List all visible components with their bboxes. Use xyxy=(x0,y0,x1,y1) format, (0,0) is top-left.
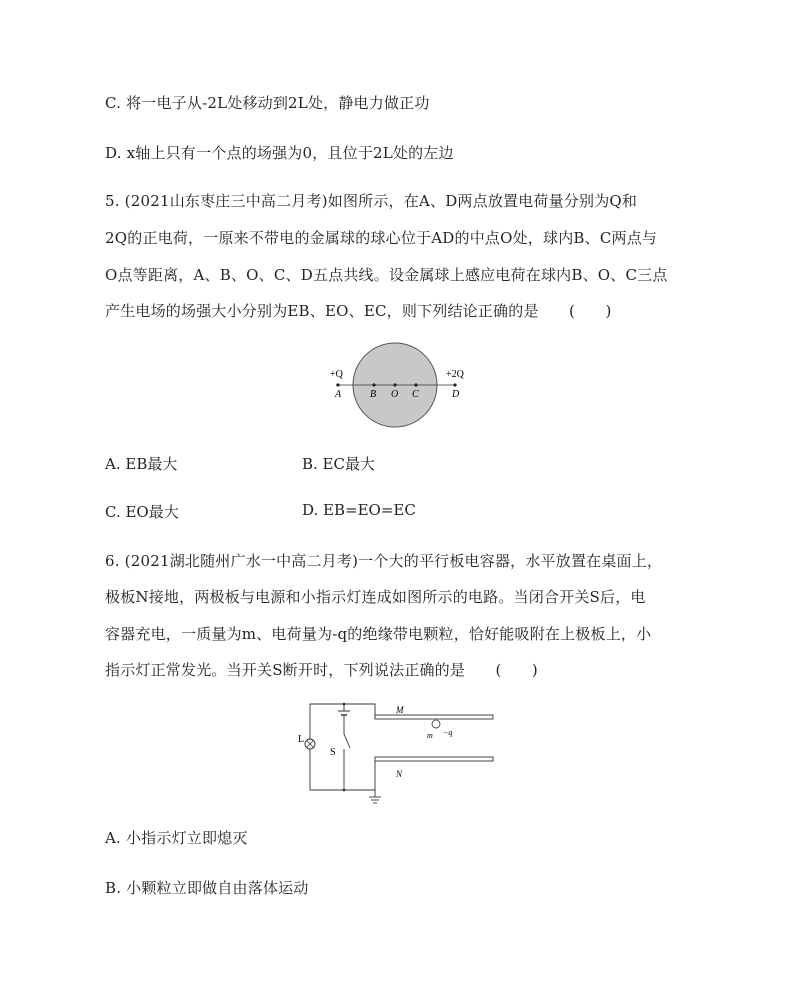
q6-stem-line: 容器充电，一质量为m、电荷量为-q的绝缘带电颗粒，恰好能吸附在上极板上，小 xyxy=(105,625,652,643)
q6-stem-line: 6. (2021湖北随州广水一中高二月考)一个大的平行板电容器，水平放置在桌面上， xyxy=(105,552,663,570)
q5-figure-metal-sphere xyxy=(0,340,794,430)
point-o xyxy=(393,383,396,386)
q5-option-d[interactable]: D. EB=EO=EC xyxy=(302,501,416,519)
junction-dot xyxy=(343,703,346,706)
plate-n xyxy=(375,757,493,761)
q6-option-b[interactable]: B. 小颗粒立即做自由落体运动 xyxy=(105,879,309,897)
point-b xyxy=(372,383,375,386)
point-d-label: D xyxy=(452,389,460,400)
q5-stem-line: O点等距离，A、B、O、C、D五点共线。设金属球上感应电荷在球内B、O、C三点 xyxy=(105,266,668,284)
point-c xyxy=(414,383,417,386)
charged-particle xyxy=(432,720,440,728)
point-b-label: B xyxy=(370,389,377,400)
q5-option-a[interactable]: A. EB最大 xyxy=(105,455,178,473)
point-c-label: C xyxy=(412,389,419,400)
q5-option-b[interactable]: B. EC最大 xyxy=(302,455,375,473)
plate-n-label: N xyxy=(396,769,403,779)
q5-stem-line: 2Q的正电荷，一原来不带电的金属球的球心位于AD的中点O处，球内B、C两点与 xyxy=(105,229,658,247)
plate-m-label: M xyxy=(396,705,404,715)
charge-label: −q xyxy=(443,728,453,737)
q6-stem-line: 极板N接地，两极板与电源和小指示灯连成如图所示的电路。当闭合开关S后，电 xyxy=(105,588,646,606)
mass-label: m xyxy=(427,731,433,740)
lamp-label: L xyxy=(298,734,305,745)
q5-stem-line: 产生电场的场强大小分别为EB、EO、EC，则下列结论正确的是 ( ) xyxy=(105,302,612,320)
q5-stem-line: 5. (2021山东枣庄三中高二月考)如图所示，在A、D两点放置电荷量分别为Q和 xyxy=(105,192,638,210)
q4-option-d: D. x轴上只有一个点的场强为0，且位于2L处的左边 xyxy=(105,144,454,162)
point-o-label: O xyxy=(391,389,399,400)
q6-figure-capacitor-circuit xyxy=(0,698,794,808)
point-d xyxy=(453,383,456,386)
charge-d-label: +2Q xyxy=(446,369,464,380)
plate-m xyxy=(375,715,493,719)
q5-option-c[interactable]: C. EO最大 xyxy=(105,503,179,521)
q6-stem-line: 指示灯正常发光。当开关S断开时，下列说法正确的是 ( ) xyxy=(105,661,538,679)
q4-option-c: C. 将一电子从-2L处移动到2L处，静电力做正功 xyxy=(105,94,430,112)
point-a-label: A xyxy=(335,389,342,400)
charge-a-label: +Q xyxy=(330,369,343,380)
junction-dot xyxy=(343,789,346,792)
switch-blade xyxy=(344,734,350,748)
point-a xyxy=(336,383,339,386)
circuit-wire xyxy=(310,704,375,790)
q6-option-a[interactable]: A. 小指示灯立即熄灭 xyxy=(105,829,248,847)
switch-label: S xyxy=(330,747,336,758)
